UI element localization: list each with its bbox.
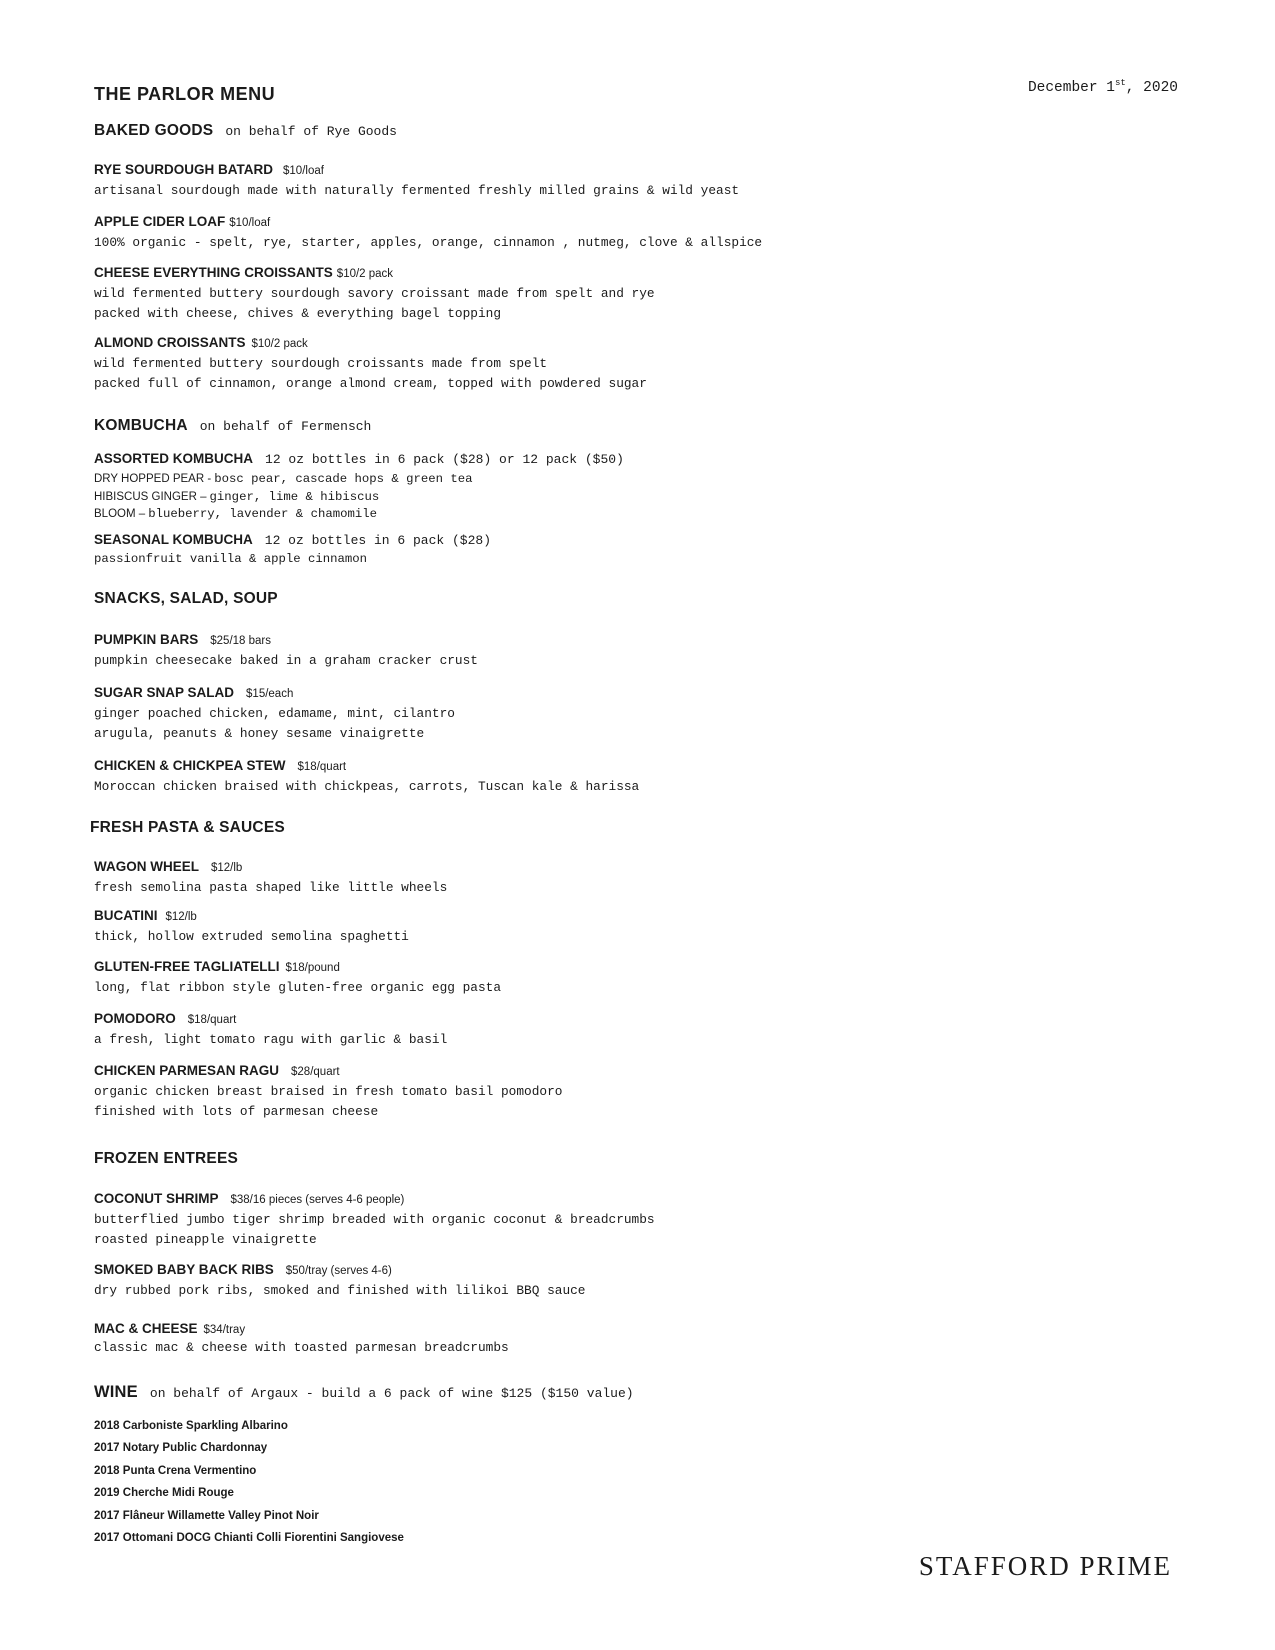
item-price: $10/2 pack <box>336 268 394 280</box>
menu-item <box>94 1061 562 1122</box>
item-name: BUCATINI <box>94 908 158 923</box>
wine-item: 2019 Cherche Midi Rouge <box>94 1487 234 1500</box>
menu-item <box>94 756 639 797</box>
item-price: $15/each <box>246 688 294 700</box>
variety-name: DRY HOPPED PEAR - <box>94 473 212 485</box>
item-description: packed full of cinnamon, orange almond cream, topped with powdered sugar <box>94 376 647 391</box>
item-description: butterflied jumbo tiger shrimp breaded with organic coconut & breadcrumbs <box>94 1212 655 1227</box>
section-title: KOMBUCHA <box>94 417 188 434</box>
menu-item <box>94 1319 509 1356</box>
item-description: roasted pineapple vinaigrette <box>94 1232 317 1247</box>
item-price: $12/lb <box>211 862 243 874</box>
wine-item: 2018 Carboniste Sparkling Albarino <box>94 1420 288 1432</box>
item-description: classic mac & cheese with toasted parmesan breadcrumbs <box>94 1340 509 1355</box>
item-price: 12 oz bottles in 6 pack ($28) or 12 pack ($50) <box>265 452 624 467</box>
menu-item <box>94 530 491 568</box>
menu-item <box>94 683 455 744</box>
variety-description: ginger, lime & hibiscus <box>209 489 380 504</box>
item-name: MAC & CHEESE <box>94 1321 198 1336</box>
menu-item <box>94 449 624 523</box>
menu-item <box>94 1009 447 1050</box>
item-name: WAGON WHEEL <box>94 859 199 874</box>
item-description: Moroccan chicken braised with chickpeas, carrots, Tuscan kale & harissa <box>94 779 640 794</box>
section-title: FRESH PASTA & SAUCES <box>90 819 285 836</box>
item-description: pumpkin cheesecake baked in a graham cracker crust <box>94 653 478 668</box>
item-name: SUGAR SNAP SALAD <box>94 685 235 700</box>
item-name: RYE SOURDOUGH BATARD <box>94 162 274 177</box>
section-title: FROZEN ENTREES <box>94 1150 239 1167</box>
wine-list <box>94 1415 404 1549</box>
menu-item <box>94 957 501 998</box>
item-description: wild fermented buttery sourdough croissants made from spelt <box>94 356 548 371</box>
section-note: on behalf of Argaux - build a 6 pack of wine $125 ($150 value) <box>149 1386 634 1401</box>
menu-item <box>94 906 409 947</box>
menu-item <box>94 857 447 898</box>
item-name: CHICKEN & CHICKPEA STEW <box>94 758 286 773</box>
item-name: SMOKED BABY BACK RIBS <box>94 1262 274 1277</box>
item-description: dry rubbed pork ribs, smoked and finished with lilikoi BBQ sauce <box>94 1283 586 1298</box>
section-title: SNACKS, SALAD, SOUP <box>94 590 278 607</box>
item-price: $10/loaf <box>229 217 271 229</box>
item-name: PUMPKIN BARS <box>94 632 199 647</box>
item-price: $10/2 pack <box>251 338 308 350</box>
menu-item <box>94 630 478 671</box>
item-description: packed with cheese, chives & everything bagel topping <box>94 306 502 321</box>
item-description: wild fermented buttery sourdough savory croissant made from spelt and rye <box>94 286 655 301</box>
section-title: BAKED GOODS <box>94 122 214 139</box>
item-price: $18/pound <box>285 962 340 974</box>
section-title: WINE <box>94 1383 138 1401</box>
item-name: COCONUT SHRIMP <box>94 1191 219 1206</box>
wine-item: 2018 Punta Crena Vermentino <box>94 1464 257 1477</box>
section-frozen-entrees <box>94 1150 238 1168</box>
item-description: a fresh, light tomato ragu with garlic & basil <box>94 1032 448 1047</box>
date-suffix: st <box>1114 78 1126 89</box>
date-prefix: December 1 <box>1027 80 1115 96</box>
item-price: $28/quart <box>291 1066 340 1078</box>
section-kombucha <box>94 417 371 435</box>
item-price: $38/16 pieces (serves 4-6 people) <box>230 1194 405 1206</box>
menu-date <box>1028 80 1178 96</box>
item-description: long, flat ribbon style gluten-free organic egg pasta <box>94 980 502 995</box>
menu-item <box>94 1189 655 1250</box>
item-description: artisanal sourdough made with naturally fermented freshly milled grains & wild yeast <box>94 183 740 198</box>
menu-item <box>94 212 762 253</box>
item-description: finished with lots of parmesan cheese <box>94 1104 379 1119</box>
section-note: on behalf of Rye Goods <box>225 124 397 139</box>
item-price: $18/quart <box>187 1014 237 1026</box>
section-baked-goods <box>94 122 397 140</box>
item-price: $50/tray (serves 4-6) <box>285 1265 392 1277</box>
section-note: on behalf of Fermensch <box>199 419 372 434</box>
item-price: $18/quart <box>297 761 347 773</box>
item-name: POMODORO <box>94 1011 176 1026</box>
variety-line <box>94 470 624 488</box>
menu-item <box>94 263 655 324</box>
variety-name: BLOOM – <box>94 508 146 520</box>
item-description: fresh semolina pasta shaped like little wheels <box>94 880 448 895</box>
date-year: , 2020 <box>1125 80 1178 96</box>
page-title: THE PARLOR MENU <box>94 84 276 104</box>
variety-description: blueberry, lavender & chamomile <box>148 507 377 521</box>
item-name: ASSORTED KOMBUCHA <box>94 451 254 466</box>
item-price: 12 oz bottles in 6 pack ($28) <box>264 533 492 548</box>
wine-item: 2017 Ottomani DOCG Chianti Colli Fiorentini Sangiovese <box>94 1532 404 1545</box>
item-description: organic chicken breast braised in fresh tomato basil pomodoro <box>94 1084 563 1099</box>
item-price: $12/lb <box>165 911 197 923</box>
brand-logo: STAFFORD PRIME <box>918 1551 1172 1581</box>
item-name: APPLE CIDER LOAF <box>94 214 226 229</box>
menu-item <box>94 333 647 394</box>
wine-item: 2017 Flâneur Willamette Valley Pinot Noir <box>94 1509 319 1522</box>
item-description: passionfruit vanilla & apple cinnamon <box>94 552 368 566</box>
item-price: $25/18 bars <box>210 635 272 647</box>
item-name: SEASONAL KOMBUCHA <box>94 532 253 547</box>
item-price: $10/loaf <box>283 165 324 177</box>
item-description: ginger poached chicken, edamame, mint, cilantro <box>94 706 455 721</box>
menu-item <box>94 1260 585 1301</box>
section-snacks <box>94 590 278 608</box>
section-pasta <box>90 819 285 837</box>
variety-line <box>94 488 624 506</box>
variety-line <box>94 505 624 523</box>
item-description: 100% organic - spelt, rye, starter, apples, orange, cinnamon , nutmeg, clove & allspice <box>94 235 763 250</box>
item-price: $34/tray <box>203 1324 246 1336</box>
section-wine <box>94 1383 634 1402</box>
item-description: arugula, peanuts & honey sesame vinaigrette <box>94 726 425 741</box>
item-name: CHICKEN PARMESAN RAGU <box>94 1063 280 1078</box>
item-name: CHEESE EVERYTHING CROISSANTS <box>94 265 333 280</box>
variety-name: HIBISCUS GINGER – <box>94 490 207 503</box>
wine-item: 2017 Notary Public Chardonnay <box>94 1442 268 1455</box>
item-name: GLUTEN-FREE TAGLIATELLI <box>94 959 280 974</box>
item-description: thick, hollow extruded semolina spaghetti <box>94 929 409 944</box>
menu-item <box>94 160 739 201</box>
item-name: ALMOND CROISSANTS <box>94 335 246 350</box>
variety-description: bosc pear, cascade hops & green tea <box>214 472 473 486</box>
